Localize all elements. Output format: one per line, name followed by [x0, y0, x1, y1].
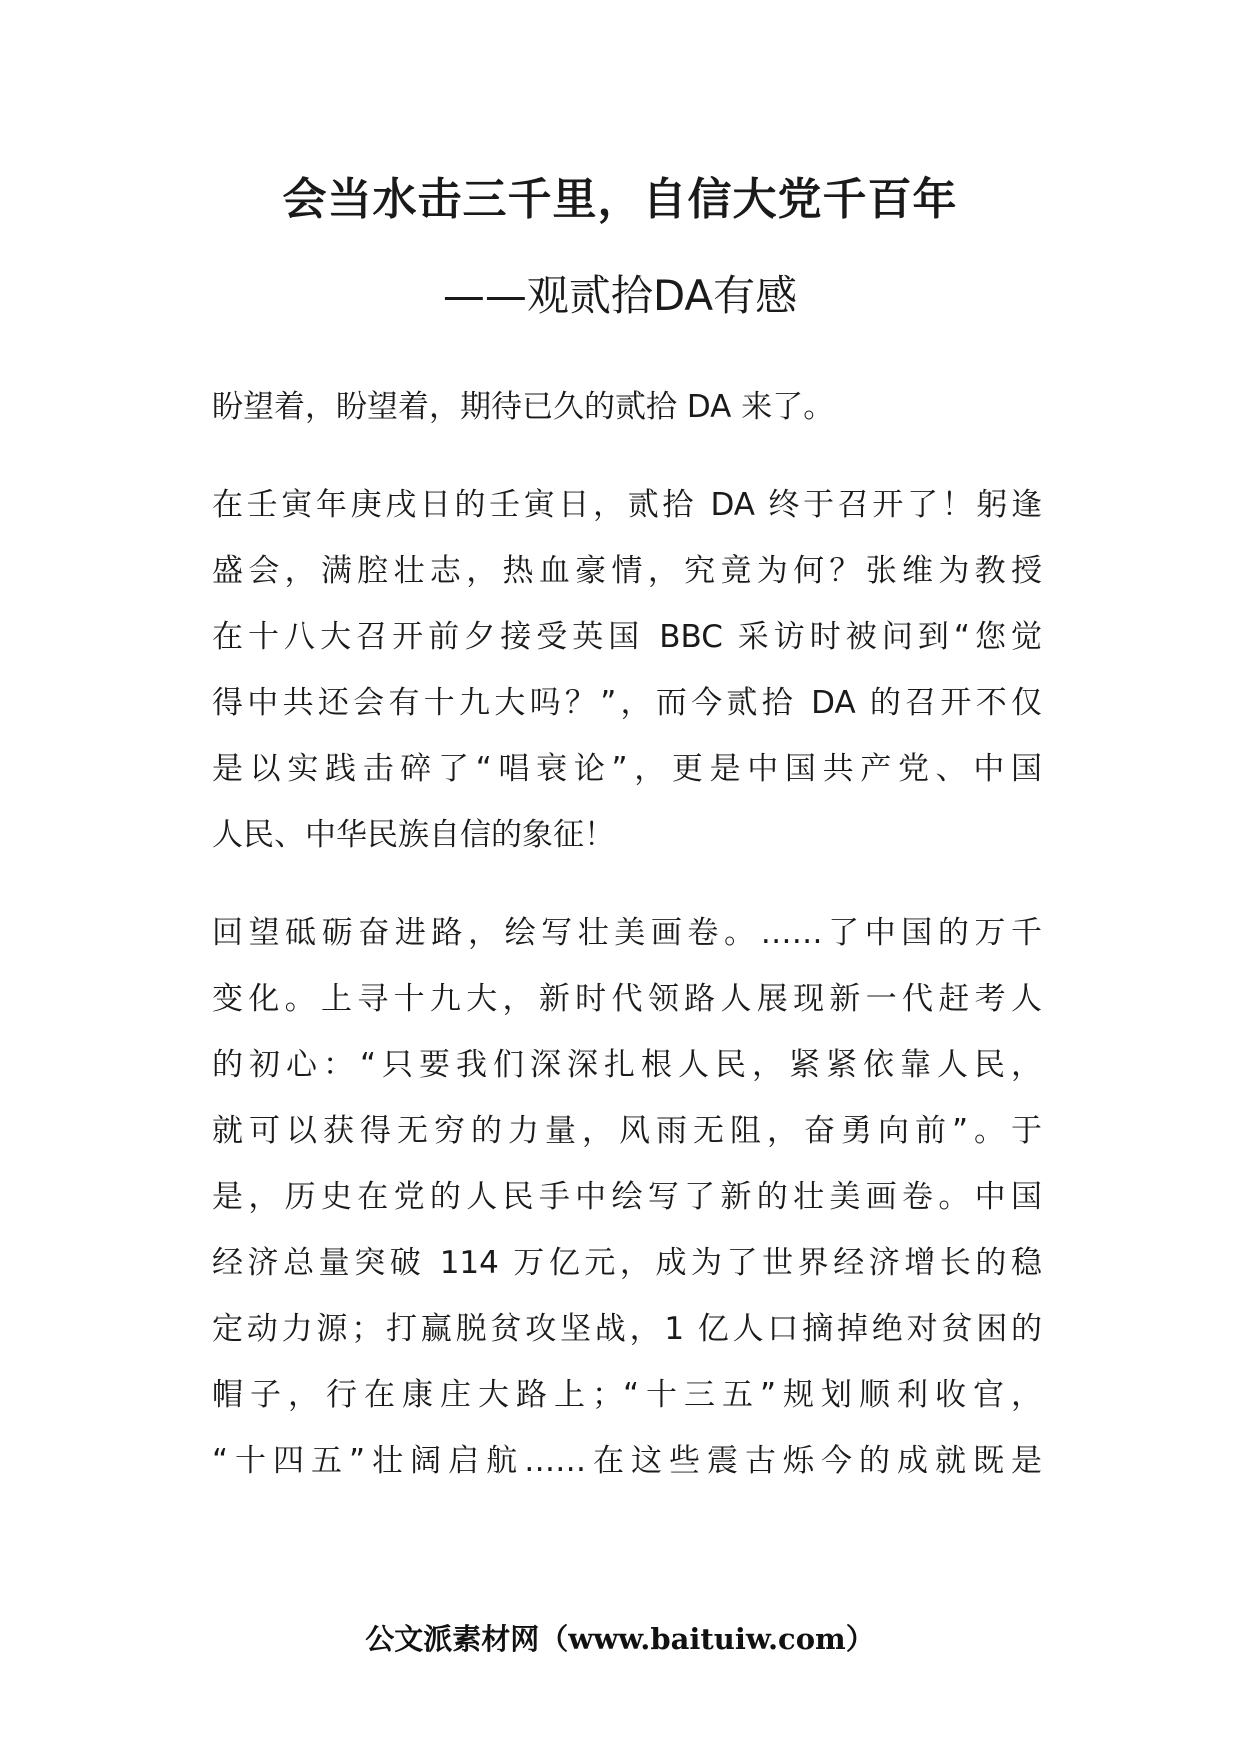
- paragraph-line: 在十八大召开前夕接受英国 BBC 采访时被问到“您觉: [212, 619, 1042, 655]
- document-subtitle: ——观贰拾DA有感: [442, 271, 798, 320]
- paragraph-line: 盛会，满腔壮志，热血豪情，究竟为何？张维为教授: [212, 553, 1042, 589]
- source-footer: 公文派素材网（www.baituiw.com）: [365, 1622, 875, 1656]
- paragraph-2: [212, 472, 1042, 868]
- paragraph-3: [212, 900, 1042, 1494]
- paragraph-line: 回望砥砺奋进路，绘写壮美画卷。……了中国的万千: [212, 915, 1042, 951]
- paragraph-line: 人民、中华民族自信的象征！: [212, 817, 615, 853]
- paragraph-line: 经济总量突破 114 万亿元，成为了世界经济增长的稳: [212, 1245, 1042, 1281]
- paragraph-line: 变化。上寻十九大，新时代领路人展现新一代赶考人: [212, 981, 1042, 1017]
- paragraph-line: 帽子，行在康庄大路上；“十三五”规划顺利收官，: [212, 1377, 1042, 1413]
- paragraph-line: 得中共还会有十九大吗？”，而今贰拾 DA 的召开不仅: [212, 685, 1042, 721]
- paragraph-line: 盼望着，盼望着，期待已久的贰拾 DA 来了。: [212, 389, 835, 425]
- paragraph-line: 就可以获得无穷的力量，风雨无阻，奋勇向前”。于: [212, 1113, 1042, 1149]
- paragraph-line: 是，历史在党的人民手中绘写了新的壮美画卷。中国: [212, 1179, 1042, 1215]
- paragraph-line: 定动力源；打赢脱贫攻坚战，1 亿人口摘掉绝对贫困的: [212, 1311, 1042, 1347]
- paragraph-line: “十四五”壮阔启航……在这些震古烁今的成就既是: [212, 1443, 1042, 1479]
- document-title: 会当水击三千里，自信大党千百年: [282, 174, 958, 225]
- paragraph-line: 在壬寅年庚戌日的壬寅日，贰拾 DA 终于召开了！躬逢: [212, 487, 1042, 523]
- document-body: [212, 374, 1042, 1526]
- paragraph-line: 是以实践击碎了“唱衰论”，更是中国共产党、中国: [212, 751, 1042, 787]
- paragraph-1: [212, 374, 1042, 440]
- paragraph-line: 的初心：“只要我们深深扎根人民，紧紧依靠人民，: [212, 1047, 1042, 1083]
